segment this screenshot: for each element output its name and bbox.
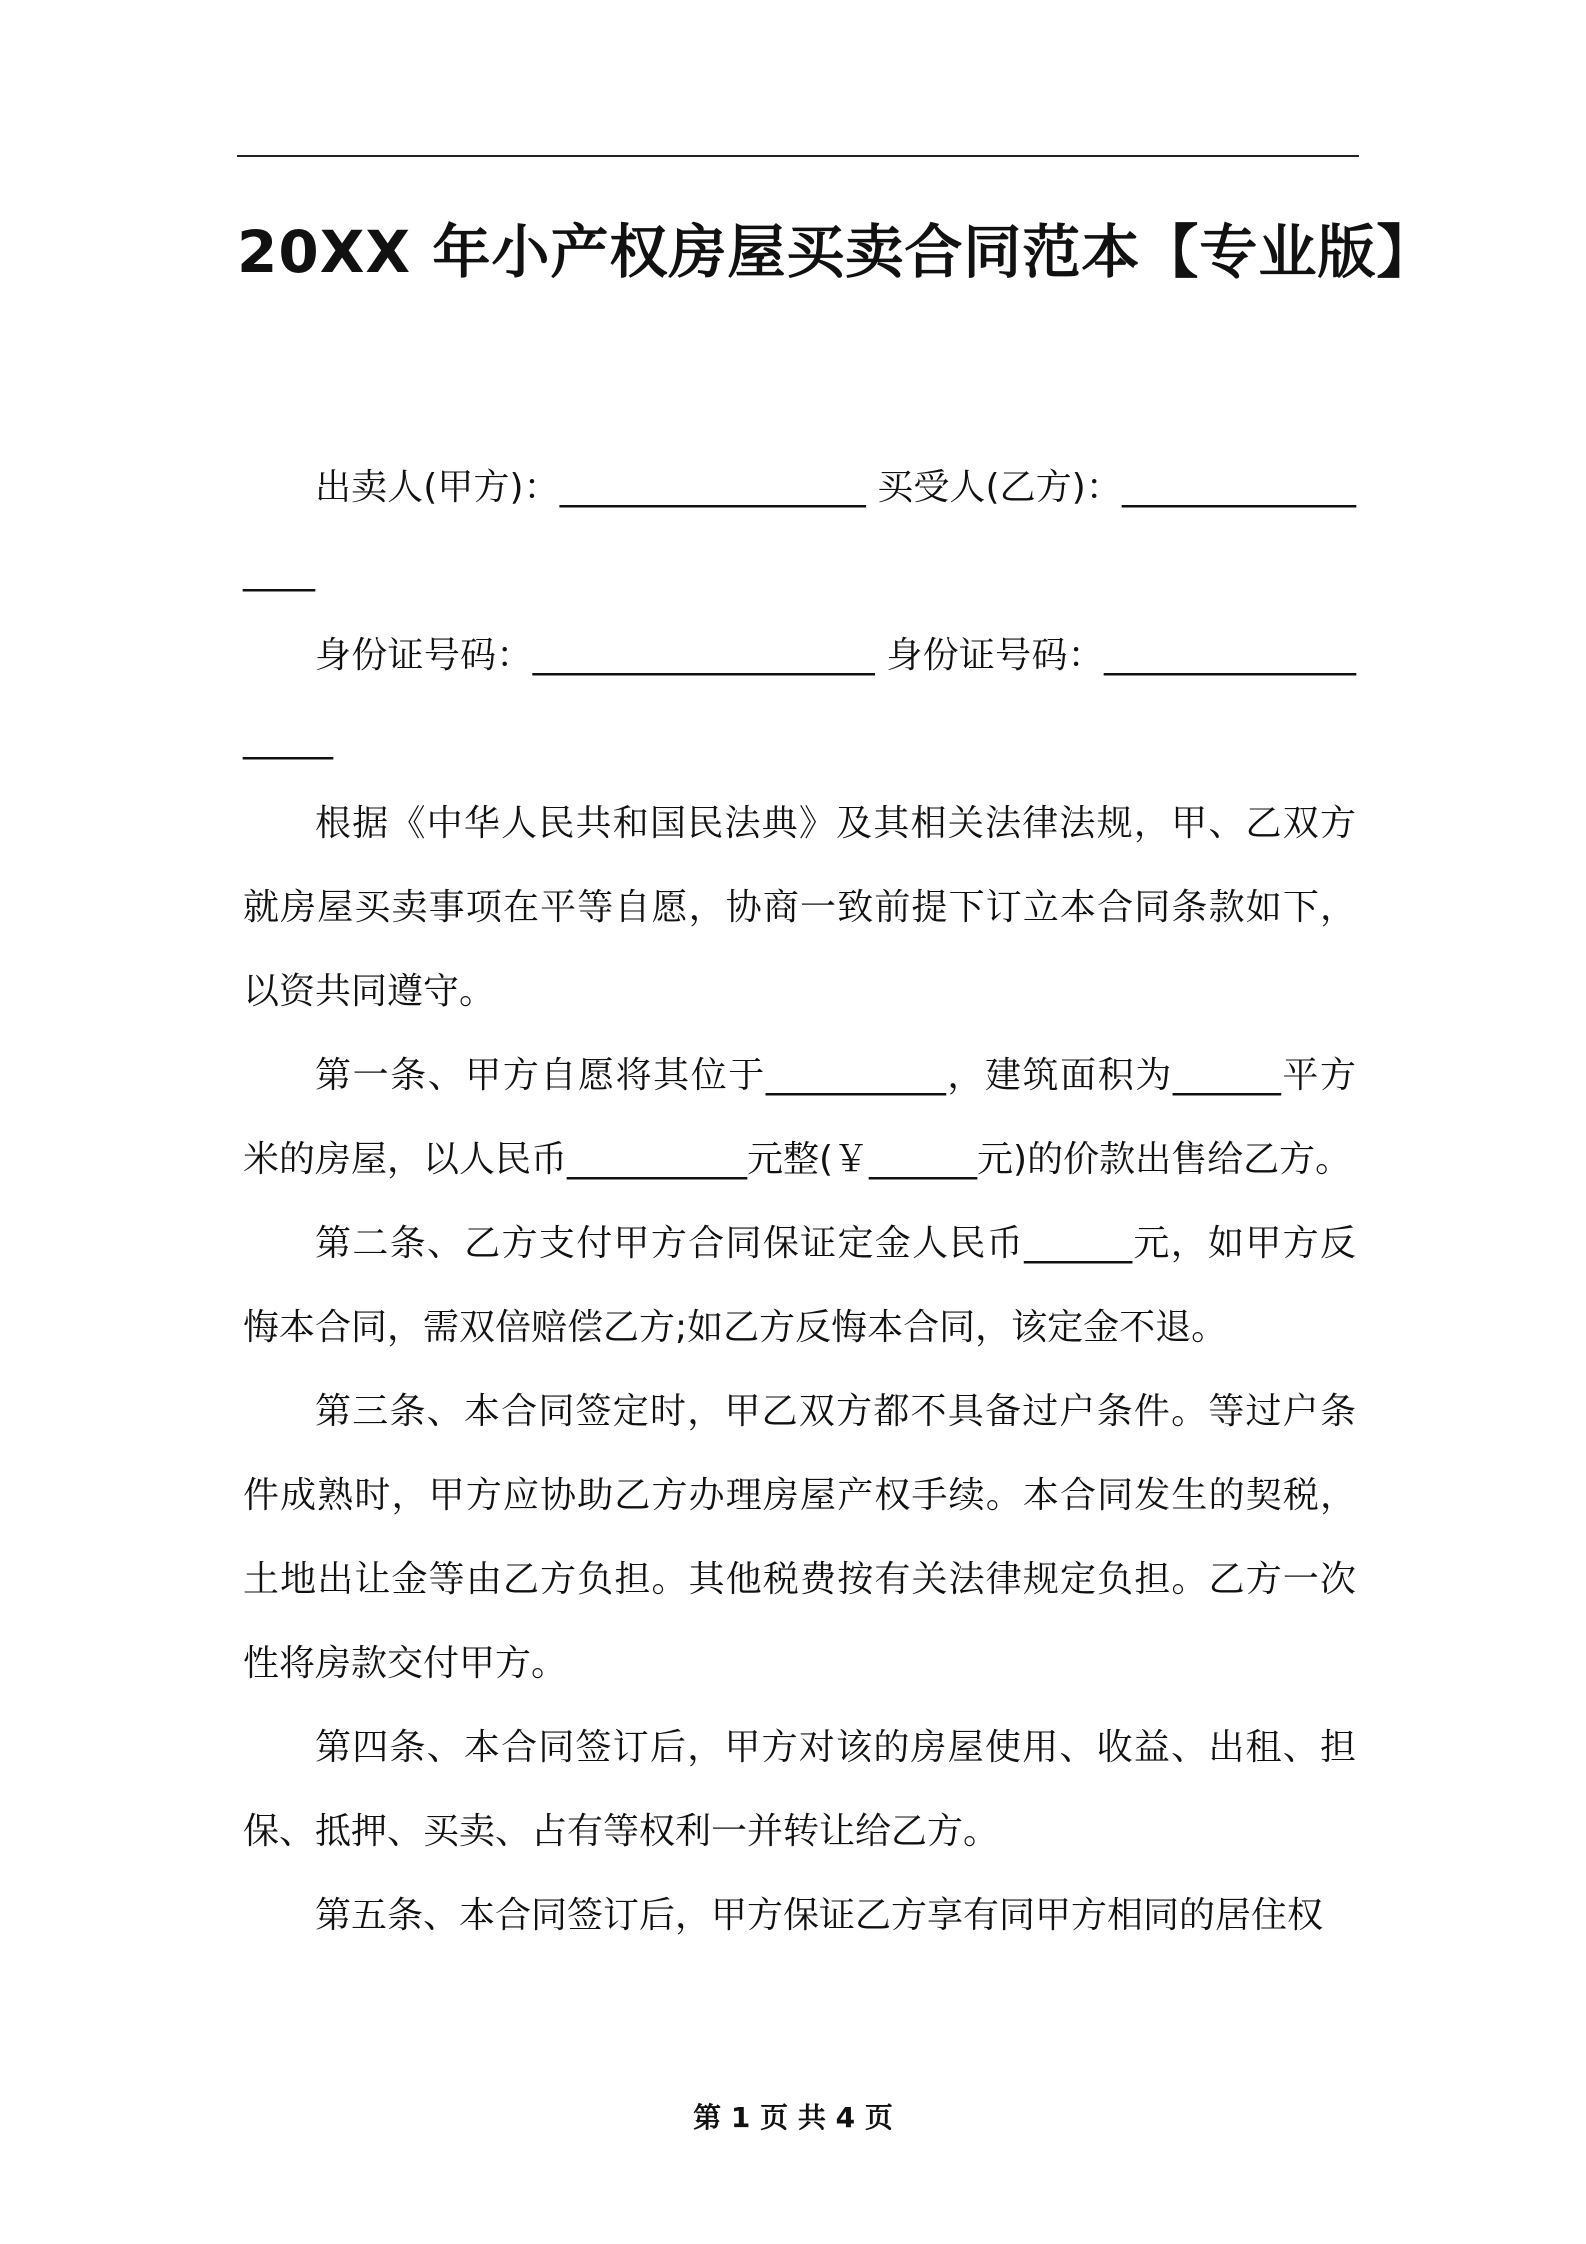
header-divider — [237, 155, 1359, 157]
article-5-paragraph: 第五条、本合同签订后，甲方保证乙方享有同甲方相同的居住权 — [315, 1895, 1324, 1936]
article-2-paragraph: 第二条、乙方支付甲方合同保证定金人民币______元，如甲方反悔本合同，需双倍赔偿乙方;如乙方反悔本合同，该定金不退。 — [243, 1223, 1356, 1348]
id-numbers-line: 身份证号码：___________________ 身份证号码：___________________ — [243, 635, 1356, 760]
document-title: 20XX 年小产权房屋买卖合同范本【专业版】 — [237, 218, 1436, 286]
party-names-line: 出卖人(甲方)：_________________ 买受人(乙方)：_________________ — [243, 467, 1356, 592]
article-3-paragraph: 第三条、本合同签定时，甲乙双方都不具备过户条件。等过户条件成熟时，甲方应协助乙方办理房屋产权手续。本合同发生的契税，土地出让金等由乙方负担。其他税费按有关法律规定负担。乙方一次性将房款交付甲方。 — [243, 1391, 1356, 1684]
preamble-paragraph: 根据《中华人民共和国民法典》及其相关法律法规，甲、乙双方就房屋买卖事项在平等自愿，协商一致前提下订立本合同条款如下，以资共同遵守。 — [243, 803, 1356, 1012]
page-number-footer: 第 1 页 共 4 页 — [693, 2101, 893, 2134]
article-1-paragraph: 第一条、甲方自愿将其位于__________，建筑面积为______平方米的房屋，以人民币__________元整(￥______元)的价款出售给乙方。 — [243, 1055, 1356, 1180]
document-body — [243, 446, 1356, 1958]
article-4-paragraph: 第四条、本合同签订后，甲方对该的房屋使用、收益、出租、担保、抵押、买卖、占有等权利一并转让给乙方。 — [243, 1727, 1356, 1852]
